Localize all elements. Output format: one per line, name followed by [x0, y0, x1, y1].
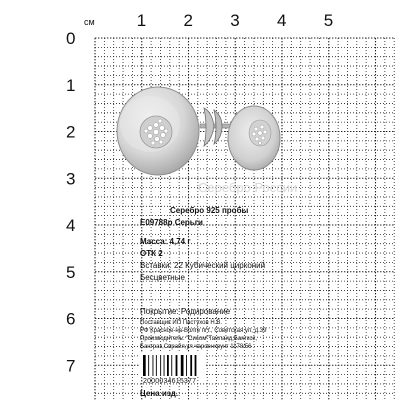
ruler-unit-label: см — [84, 17, 95, 27]
ruler-y-number: 4 — [66, 216, 76, 235]
price-label: Цена изд. — [140, 389, 179, 398]
ruler-y-number: 7 — [66, 356, 76, 376]
earring-left-image — [117, 87, 199, 175]
barcode-bar — [160, 355, 161, 376]
product-inserts: Вставки: 22 Кубический цирконий — [140, 261, 266, 270]
product-mass: Масса: 4,74 г — [140, 237, 191, 246]
barcode-bar — [186, 355, 187, 376]
watermark-text: Серебро России — [198, 180, 298, 195]
barcode-bar — [171, 355, 172, 376]
product-article: Е09788р Серьги — [140, 218, 203, 227]
earring-right-image — [200, 106, 280, 170]
ruler-x-number: 5 — [323, 11, 334, 30]
ruler-y-number: 5 — [66, 262, 76, 282]
supplier-line-2: РФ Красное-на-Волге пгт., Советская ул, д.39 — [140, 328, 267, 334]
ruler-y-number: 6 — [66, 309, 76, 329]
barcode-bar — [195, 355, 197, 376]
barcode-bar — [164, 355, 165, 376]
barcode-image — [140, 353, 206, 377]
ruler-x-numbers — [137, 11, 333, 30]
ruler-y-number: 0 — [66, 29, 76, 48]
barcode-bar — [181, 355, 184, 376]
supplier-line-3: Производитель: "Сисом"Таиланд,Бангкок, — [140, 336, 258, 342]
ruler-x-number: 4 — [277, 11, 287, 30]
product-otk: ОТК 2 — [140, 249, 163, 258]
coating: Покрытие: Родирование — [140, 307, 231, 316]
product-title: Серебро 925 пробы — [170, 206, 249, 215]
ruler-x-number: 1 — [136, 11, 147, 30]
barcode-bar — [143, 355, 146, 376]
barcode-bar — [167, 355, 169, 376]
barcode-number: 2000034615377 — [143, 378, 197, 385]
ruler-y-number: 3 — [66, 169, 76, 189]
barcode-bar — [148, 355, 149, 376]
supplier-line-4: Банграк,Сирайя,ул.чароенкрунг 1178/56 — [140, 344, 252, 350]
barcode-bar — [190, 355, 192, 376]
supplier-line-1: Поставщик ИП Пастухов Н.В. — [140, 320, 222, 326]
ruler-x-number: 2 — [183, 11, 193, 30]
ruler-y-number: 1 — [66, 75, 76, 95]
barcode-bar — [176, 355, 178, 376]
product-inserts-color: Бесцветные — [140, 273, 185, 282]
barcode-bar — [156, 355, 157, 376]
ruler-y-numbers — [66, 29, 75, 375]
ruler-x-number: 3 — [230, 11, 240, 30]
ruler-y-number: 2 — [66, 122, 76, 142]
barcode-bar — [153, 355, 154, 376]
